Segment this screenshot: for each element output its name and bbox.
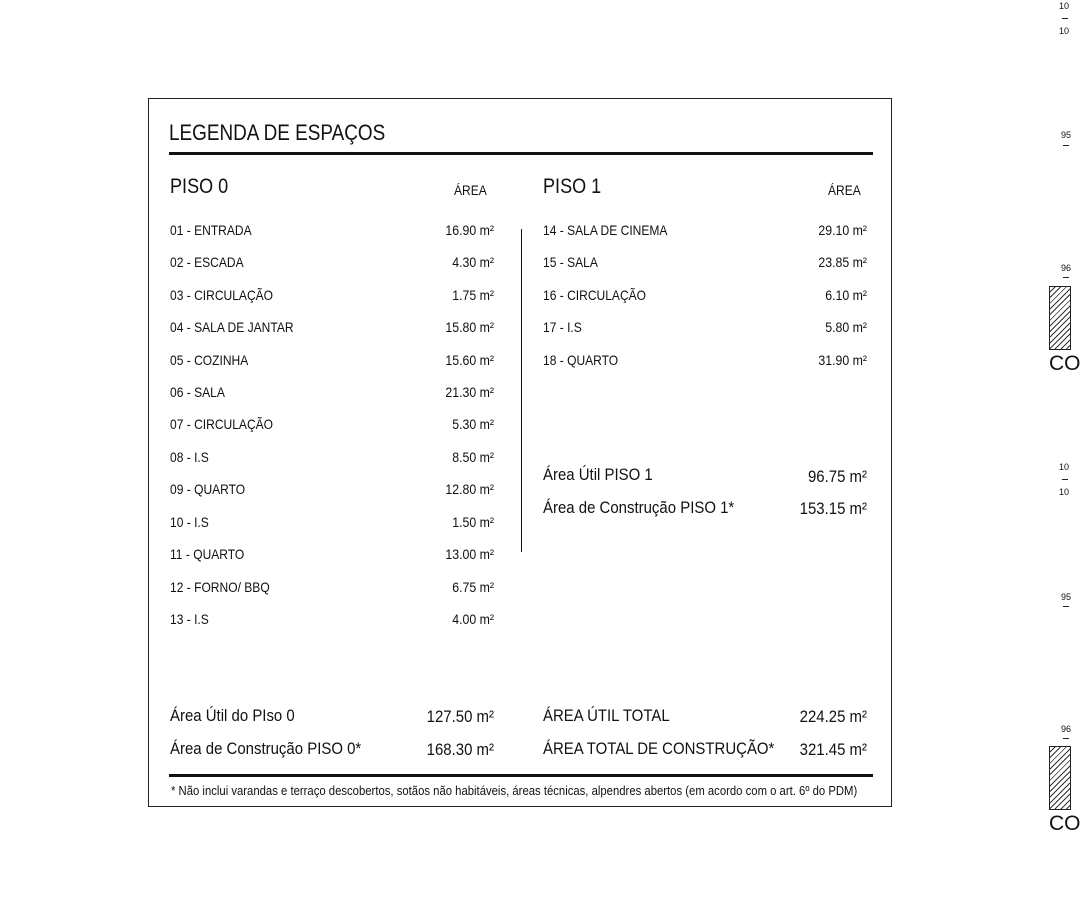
piso0-row-value: 6.75 m² [452, 579, 494, 595]
hatched-wall [1049, 286, 1071, 350]
piso0-construcao-label: Área de Construção PISO 0* [170, 739, 362, 758]
total-construcao-label: ÁREA TOTAL DE CONSTRUÇÃO* [543, 739, 775, 758]
piso1-row-value: 29.10 m² [818, 222, 867, 238]
piso0-row-label: 02 - ESCADA [170, 254, 244, 270]
piso0-construcao-value: 168.30 m² [426, 740, 494, 759]
edge-dimension-label: 10 [1059, 1, 1070, 11]
total-util-label: ÁREA ÚTIL TOTAL [543, 706, 670, 725]
piso1-construcao-value: 153.15 m² [799, 499, 867, 518]
piso0-row-label: 04 - SALA DE JANTAR [170, 319, 294, 335]
piso0-row-label: 01 - ENTRADA [170, 222, 252, 238]
piso0-row-value: 12.80 m² [445, 481, 494, 497]
edge-dimension-label: 10 [1059, 462, 1070, 472]
piso0-row-value: 13.00 m² [445, 546, 494, 562]
piso0-row-label: 12 - FORNO/ BBQ [170, 579, 270, 595]
edge-dimension-label: 95 [1061, 130, 1072, 140]
piso1-row-value: 6.10 m² [825, 287, 867, 303]
edge-dimension-tick [1063, 277, 1069, 278]
piso0-row-value: 21.30 m² [445, 384, 494, 400]
piso0-heading: PISO 0 [170, 175, 229, 198]
piso1-row-label: 15 - SALA [543, 254, 598, 270]
piso0-row-label: 11 - QUARTO [170, 546, 245, 562]
title-rule [169, 152, 873, 155]
edge-dimension-tick [1062, 479, 1068, 480]
column-divider [521, 229, 522, 552]
total-util-value: 224.25 m² [799, 707, 867, 726]
edge-dimension-label: 10 [1059, 26, 1070, 36]
piso1-area-heading: ÁREA [828, 182, 861, 198]
piso1-row-label: 14 - SALA DE CINEMA [543, 222, 668, 238]
piso1-row-label: 16 - CIRCULAÇÃO [543, 287, 647, 303]
piso0-row-label: 10 - I.S [170, 514, 209, 530]
piso0-row-value: 5.30 m² [452, 416, 494, 432]
piso1-util-label: Área Útil PISO 1 [543, 465, 653, 484]
piso0-row-value: 1.75 m² [452, 287, 494, 303]
piso1-heading: PISO 1 [543, 175, 602, 198]
piso0-row-label: 06 - SALA [170, 384, 225, 400]
piso0-row-label: 09 - QUARTO [170, 481, 246, 497]
total-construcao-value: 321.45 m² [799, 740, 867, 759]
piso0-row-label: 13 - I.S [170, 611, 209, 627]
edge-dimension-label: 96 [1061, 263, 1072, 273]
edge-dimension-tick [1063, 606, 1069, 607]
piso0-util-label: Área Útil do PIso 0 [170, 706, 295, 725]
piso1-row-label: 17 - I.S [543, 319, 582, 335]
edge-dimension-tick [1062, 18, 1068, 19]
piso0-row-value: 16.90 m² [445, 222, 494, 238]
piso0-row-value: 4.00 m² [452, 611, 494, 627]
piso0-row-value: 8.50 m² [452, 449, 494, 465]
piso0-row-label: 07 - CIRCULAÇÃO [170, 416, 274, 432]
footnote-rule [169, 774, 873, 777]
piso0-row-value: 1.50 m² [452, 514, 494, 530]
edge-dimension-label: 96 [1061, 724, 1072, 734]
piso0-row-label: 08 - I.S [170, 449, 209, 465]
edge-dimension-tick [1063, 738, 1069, 739]
legend-box [148, 98, 892, 807]
edge-dimension-label: 95 [1061, 592, 1072, 602]
piso1-row-value: 5.80 m² [825, 319, 867, 335]
piso0-util-value: 127.50 m² [426, 707, 494, 726]
piso0-row-label: 05 - COZINHA [170, 352, 249, 368]
piso1-row-value: 31.90 m² [818, 352, 867, 368]
footnote: * Não inclui varandas e terraço descobertos, sotãos não habitáveis, áreas técnicas, alpendres abertos (em acordo com o art. 6º do PDM) [171, 783, 858, 798]
piso1-util-value: 96.75 m² [807, 467, 867, 486]
edge-dimension-tick [1063, 145, 1069, 146]
piso0-row-value: 15.60 m² [445, 352, 494, 368]
piso1-construcao-label: Área de Construção PISO 1* [543, 498, 735, 517]
piso0-row-label: 03 - CIRCULAÇÃO [170, 287, 274, 303]
edge-label: CO [1049, 352, 1081, 375]
piso0-row-value: 15.80 m² [445, 319, 494, 335]
piso0-row-value: 4.30 m² [452, 254, 494, 270]
edge-dimension-label: 10 [1059, 487, 1070, 497]
edge-label: CO [1049, 812, 1081, 835]
piso0-area-heading: ÁREA [454, 182, 487, 198]
piso1-row-value: 23.85 m² [818, 254, 867, 270]
piso1-row-label: 18 - QUARTO [543, 352, 619, 368]
hatched-wall [1049, 746, 1071, 810]
legend-title: LEGENDA DE ESPAÇOS [169, 120, 386, 145]
